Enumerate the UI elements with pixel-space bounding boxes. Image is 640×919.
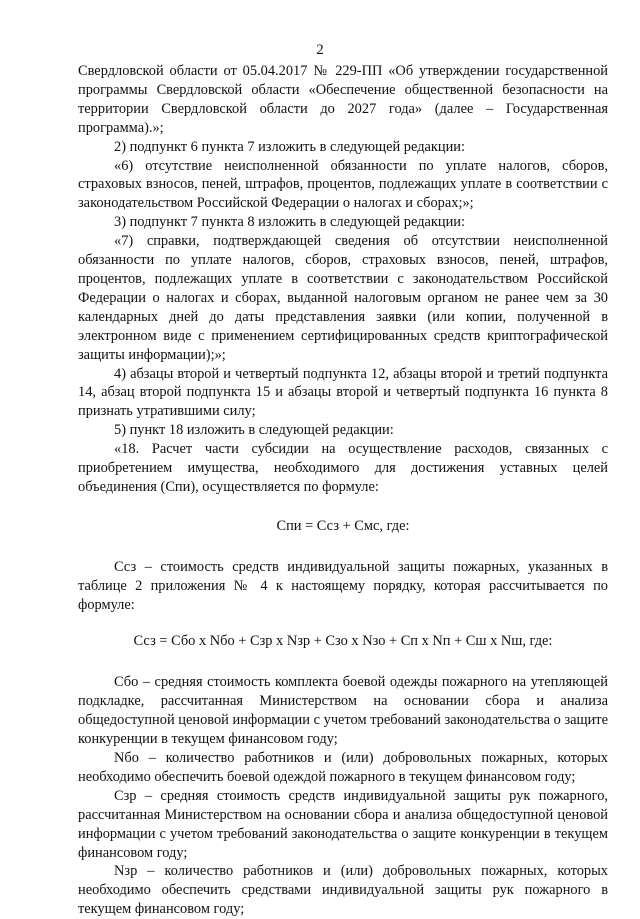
paragraph: Ссз – стоимость средств индивидуальной защиты пожарных, указанных в таблице 2 приложения № 4 к настоящему порядку, которая рассчитывается по формуле:: [78, 558, 608, 613]
paragraph: «18. Расчет части субсидии на осуществление расходов, связанных с приобретением имущества, необходимого для достижения уставных целей объединения (Спи), осуществляется по формуле:: [78, 441, 608, 495]
paragraph: Сзр – средняя стоимость средств индивидуальной защиты рук пожарного, рассчитанная Министерством на основании сбора и анализа общедоступной ценовой информации с учетом требований законодательства о защите конкуренции в текущем финансовом году;: [78, 787, 608, 861]
paragraph: «7) справки, подтверждающей сведения об отсутствии неисполненной обязанности по уплате налогов, сборов, страховых взносов, пеней, штрафов, процентов, подлежащих уплате в соответствии с законодательством Российской Федерации о налогах и сборах, выданной налоговым органом не ранее чем за 30 календарных дней до даты представления заявки (или копии, полученной в электронном виде с применением сертифицированных средств криптографической защиты информации);»;: [78, 233, 608, 363]
paragraph: 4) абзацы второй и четвертый подпункта 12, абзацы второй и третий подпункта 14, абзац второй подпункта 15 и абзацы второй и четвертый подпункта 16 пункта 8 признать утратившими силу;: [78, 365, 608, 420]
page-number: 2: [316, 42, 324, 58]
paragraph: Nзр – количество работников и (или) добровольных пожарных, которых необходимо обеспечить средствами индивидуальной защиты рук пожарного в текущем финансовом году;: [78, 863, 608, 918]
paragraph: Сбо – средняя стоимость комплекта боевой одежды пожарного на утепляющей подкладке, рассчитанная Министерством на основании сбора и анализа общедоступной ценовой информации с учетом требований законодательства о защите конкуренции в текущем финансовом году;: [78, 674, 608, 748]
paragraph: Свердловской области от 05.04.2017 № 229-ПП «Об утверждении государственной программы Свердловской области «Обеспечение общественной безопасности на территории Свердловской области до 2027 года» (далее – Государственная программа).»;: [78, 63, 608, 136]
formula: Ссз = Сбо х Nбо + Сзр х Nзр + Сзо х Nзо + Сп х Nп + Сш х Nш, где:: [133, 633, 553, 650]
paragraph: 2) подпункт 6 пункта 7 изложить в следующей редакции:: [114, 138, 465, 155]
paragraph: 5) пункт 18 изложить в следующей редакции:: [114, 422, 394, 439]
paragraph: «6) отсутствие неисполненной обязанности по уплате налогов, сборов, страховых взносов, пеней, штрафов, процентов, подлежащих уплате в соответствии с законодательством Российской Федерации о налогах и сборах;»;: [78, 157, 608, 212]
document-body: [78, 62, 608, 919]
paragraph: 3) подпункт 7 пункта 8 изложить в следующей редакции:: [114, 214, 465, 231]
formula: Спи = Ссз + Смс, где:: [276, 517, 410, 534]
paragraph: Nбо – количество работников и (или) добровольных пожарных, которых необходимо обеспечить боевой одеждой пожарного в текущем финансовом году;: [78, 750, 608, 785]
